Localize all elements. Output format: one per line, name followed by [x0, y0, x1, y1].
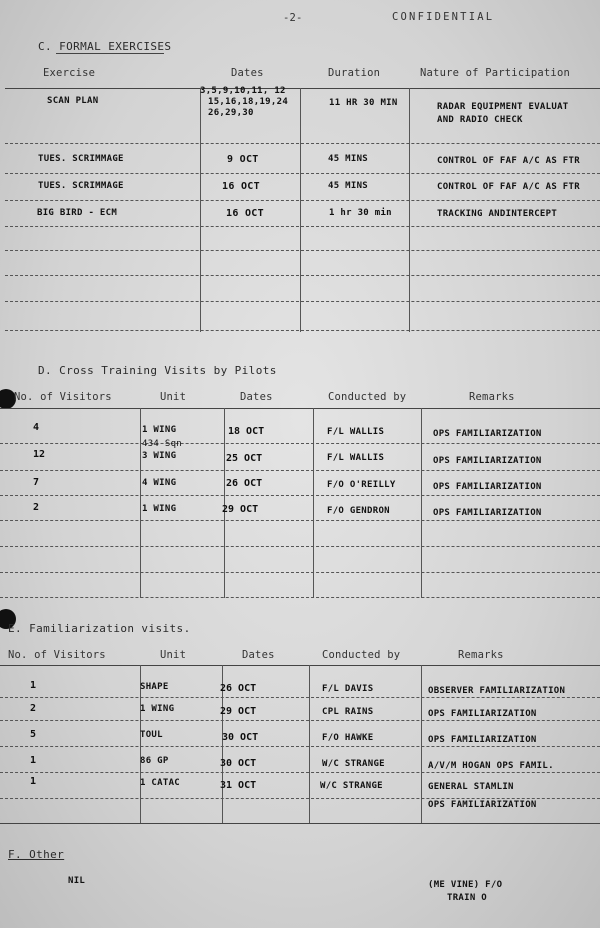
c-row2-duration: 45 MINS	[328, 154, 369, 164]
e-header-visitors: No. of Visitors	[8, 649, 106, 661]
e-row1-unit: SHAPE	[140, 682, 169, 692]
c-row3-dates: 16 OCT	[222, 181, 260, 192]
col-header-dates: Dates	[231, 67, 264, 79]
d-row2-visitors: 12	[33, 449, 46, 460]
e-row2-visitors: 2	[30, 703, 37, 714]
c-row2-exercise: TUES. SCRIMMAGE	[38, 154, 124, 164]
section-c-title: C. FORMAL EXERCISES	[38, 40, 172, 53]
e-row2-dates: 29 OCT	[220, 706, 257, 717]
e-row5-remarks-line2: OPS FAMILIARIZATION	[428, 800, 537, 810]
c-row1-dates-line3: 26,29,30	[208, 108, 254, 118]
e-row4-unit: 86 GP	[140, 756, 169, 766]
e-row1-conducted: F/L DAVIS	[322, 684, 374, 694]
signature-line2: TRAIN O	[447, 893, 488, 903]
e-row3-remarks: OPS FAMILIARIZATION	[428, 735, 537, 745]
e-header-dates: Dates	[242, 649, 275, 661]
classification-label: CONFIDENTIAL	[392, 11, 495, 23]
e-row5-visitors: 1	[30, 776, 37, 787]
d-row1-visitors: 4	[33, 422, 40, 433]
c-row2-dates: 9 OCT	[227, 154, 259, 165]
c-row3-exercise: TUES. SCRIMMAGE	[38, 181, 124, 191]
d-header-conducted: Conducted by	[328, 391, 407, 403]
e-row5-unit: 1 CATAC	[140, 778, 181, 788]
col-header-exercise: Exercise	[43, 67, 96, 79]
d-row3-visitors: 7	[33, 477, 40, 488]
e-header-conducted: Conducted by	[322, 649, 401, 661]
e-row5-dates: 31 OCT	[220, 780, 257, 791]
e-row1-visitors: 1	[30, 680, 37, 691]
d-row2-remarks: OPS FAMILIARIZATION	[433, 456, 542, 466]
e-row4-conducted: W/C STRANGE	[322, 759, 385, 769]
c-row2-nature: CONTROL OF FAF A/C AS FTR	[437, 156, 580, 166]
e-row3-dates: 30 OCT	[222, 732, 259, 743]
c-row1-duration: 11 HR 30 MIN	[329, 98, 398, 108]
e-row4-visitors: 1	[30, 755, 37, 766]
section-d-title: D. Cross Training Visits by Pilots	[38, 364, 277, 377]
d-row4-unit: 1 WING	[142, 504, 177, 514]
col-header-nature: Nature of Participation	[420, 67, 570, 79]
e-header-remarks: Remarks	[458, 649, 504, 661]
c-row1-exercise: SCAN PLAN	[47, 96, 99, 106]
e-row2-unit: 1 WING	[140, 704, 175, 714]
c-row4-exercise: BIG BIRD - ECM	[37, 208, 118, 218]
d-row4-visitors: 2	[33, 502, 40, 513]
d-row4-dates: 29 OCT	[222, 504, 259, 515]
d-row4-remarks: OPS FAMILIARIZATION	[433, 508, 542, 518]
d-row1-dates: 18 OCT	[228, 426, 265, 437]
d-header-unit: Unit	[160, 391, 187, 403]
c-row4-dates: 16 OCT	[226, 208, 264, 219]
d-header-visitors: No. of Visitors	[14, 391, 112, 403]
section-f-value: NIL	[68, 876, 86, 886]
page-number: -2-	[283, 12, 303, 24]
c-row3-duration: 45 MINS	[328, 181, 369, 191]
d-row2-conducted: F/L WALLIS	[327, 453, 385, 463]
c-row1-dates-line2: 15,16,18,19,24	[208, 97, 289, 107]
d-row2-unit-line1: 434 Sqn	[142, 439, 183, 449]
e-row3-unit: TOUL	[140, 730, 163, 740]
e-row1-dates: 26 OCT	[220, 683, 257, 694]
d-header-remarks: Remarks	[469, 391, 515, 403]
d-row3-unit: 4 WING	[142, 478, 177, 488]
d-row3-conducted: F/O O'REILLY	[327, 480, 396, 490]
e-row4-remarks: A/V/M HOGAN OPS FAMIL.	[428, 761, 554, 771]
c-row1-nature-line2: AND RADIO CHECK	[437, 115, 523, 125]
e-row3-conducted: F/O HAWKE	[322, 733, 374, 743]
e-header-unit: Unit	[160, 649, 187, 661]
d-row3-dates: 26 OCT	[226, 478, 263, 489]
d-row1-unit: 1 WING	[142, 425, 177, 435]
col-header-duration: Duration	[328, 67, 381, 79]
e-row2-conducted: CPL RAINS	[322, 707, 374, 717]
c-row3-nature: CONTROL OF FAF A/C AS FTR	[437, 182, 580, 192]
e-row4-dates: 30 OCT	[220, 758, 257, 769]
d-row1-conducted: F/L WALLIS	[327, 427, 385, 437]
e-row3-visitors: 5	[30, 729, 37, 740]
c-row4-nature: TRACKING ANDINTERCEPT	[437, 209, 558, 219]
c-row4-duration: 1 hr 30 min	[329, 208, 392, 218]
e-row5-remarks-line1: GENERAL STAMLIN	[428, 782, 514, 792]
d-row2-unit-line2: 3 WING	[142, 451, 177, 461]
e-row2-remarks: OPS FAMILIARIZATION	[428, 709, 537, 719]
d-header-dates: Dates	[240, 391, 273, 403]
d-row1-remarks: OPS FAMILIARIZATION	[433, 429, 542, 439]
d-row4-conducted: F/O GENDRON	[327, 506, 390, 516]
e-row5-conducted: W/C STRANGE	[320, 781, 383, 791]
e-row1-remarks: OBSERVER FAMILIARIZATION	[428, 686, 566, 696]
d-row2-dates: 25 OCT	[226, 453, 263, 464]
c-row1-dates-line1: 3,5,9,10,11, 12	[200, 86, 286, 96]
d-row3-remarks: OPS FAMILIARIZATION	[433, 482, 542, 492]
signature-line1: (ME VINE) F/O	[428, 880, 503, 890]
section-f-title: F. Other	[8, 848, 65, 861]
section-e-title: E. Familiarization visits.	[8, 622, 191, 635]
c-row1-nature-line1: RADAR EQUIPMENT EVALUAT	[437, 102, 569, 112]
